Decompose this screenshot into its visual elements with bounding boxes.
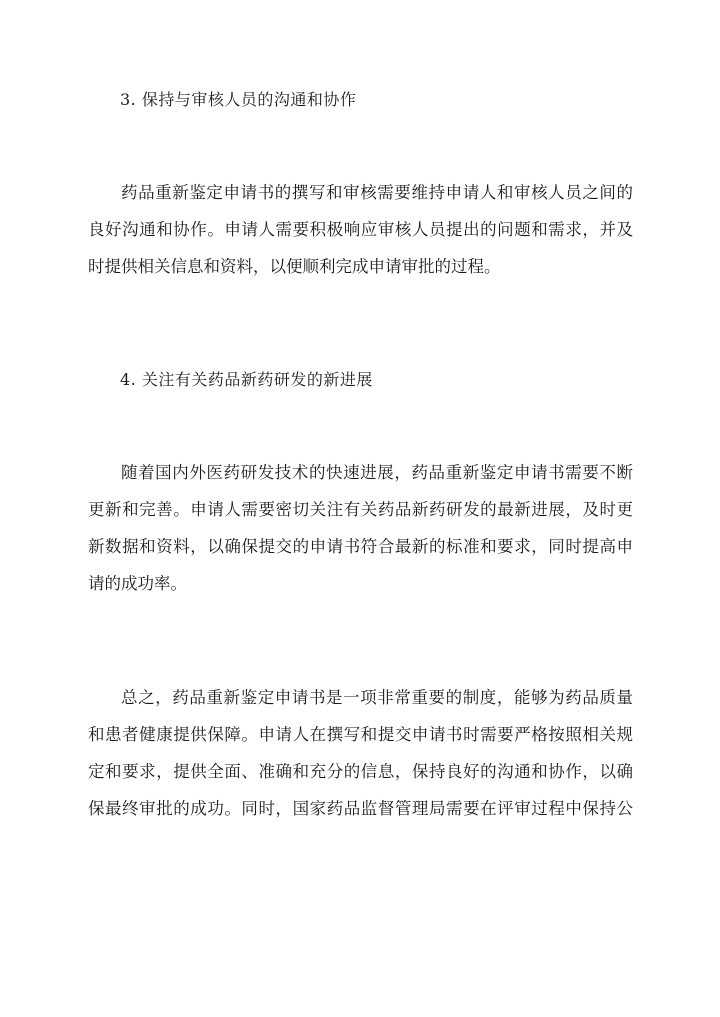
paragraph-line: 定和要求，提供全面、准确和充分的信息，保持良好的沟通和协作，以确 [88,762,633,781]
section-3-heading: 3. 保持与审核人员的沟通和协作 [120,90,357,109]
section-4-heading: 4. 关注有关药品新药研发的新进展 [120,370,373,389]
paragraph-line: 保最终审批的成功。同时，国家药品监督管理局需要在评审过程中保持公 [88,799,633,818]
paragraph-line: 和患者健康提供保障。申请人在撰写和提交申请书时需要严格按照相关规 [88,725,633,744]
paragraph-line: 随着国内外医药研发技术的快速进展，药品重新鉴定申请书需要不断 [121,463,633,482]
paragraph-line: 请的成功率。 [88,574,187,593]
paragraph-line: 时提供相关信息和资料，以便顺利完成申请审批的过程。 [88,257,501,276]
paragraph-line: 总之，药品重新鉴定申请书是一项非常重要的制度，能够为药品质量 [121,688,633,707]
paragraph-line: 更新和完善。申请人需要密切关注有关药品新药研发的最新进展，及时更 [88,500,633,519]
conclusion-paragraph [88,688,633,836]
paragraph-line: 药品重新鉴定申请书的撰写和审核需要维持申请人和审核人员之间的 [121,183,633,202]
section-4-paragraph [88,463,633,611]
section-3-paragraph [88,183,633,294]
paragraph-line: 良好沟通和协作。申请人需要积极响应审核人员提出的问题和需求，并及 [88,220,633,239]
paragraph-line: 新数据和资料，以确保提交的申请书符合最新的标准和要求，同时提高申 [88,537,633,556]
